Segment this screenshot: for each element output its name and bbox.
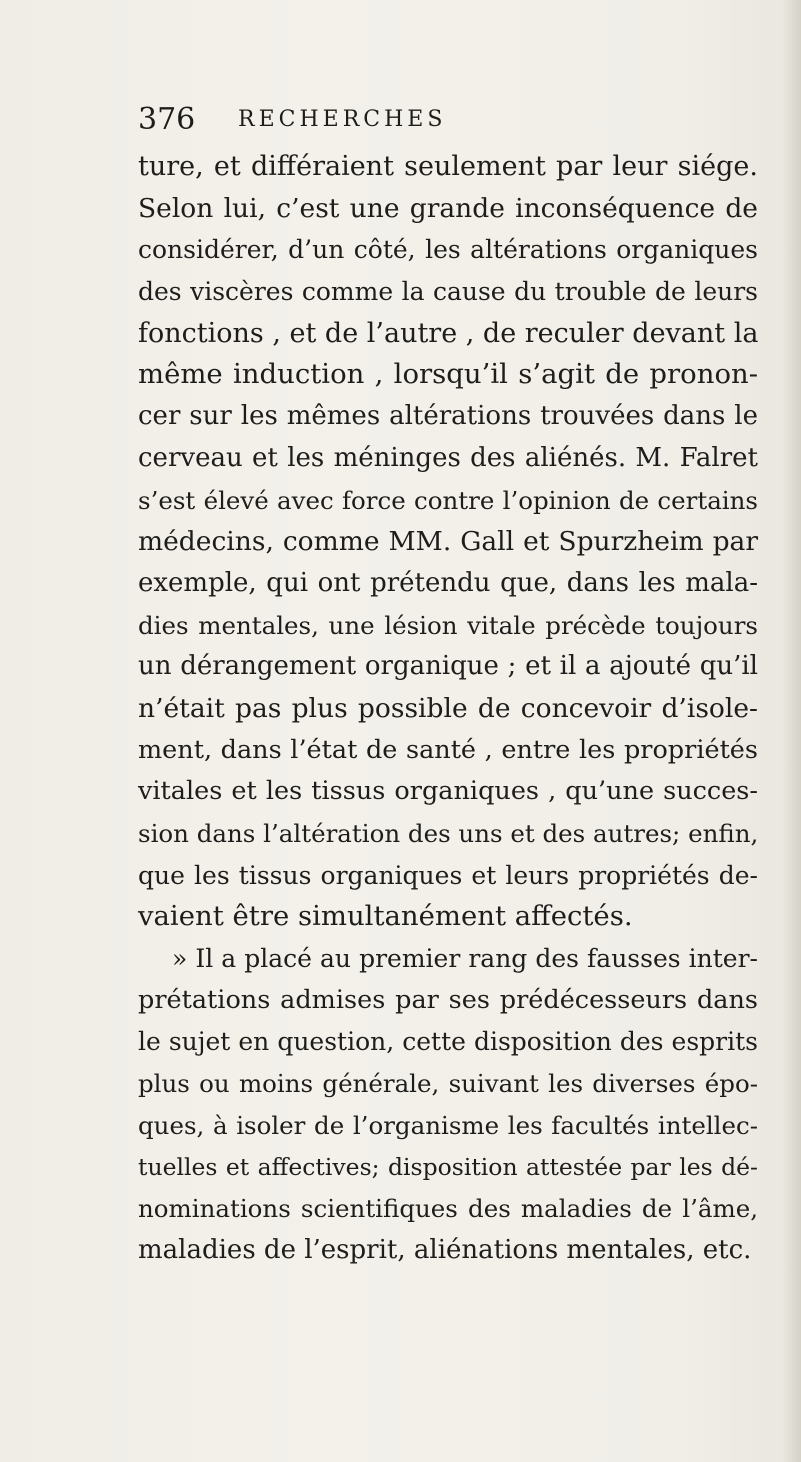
text-line: un dérangement organique ; et il a ajouté qu’il bbox=[138, 651, 758, 682]
paragraph-end-line: vaient être simultanément affectés. bbox=[138, 900, 633, 933]
page-edge-shadow bbox=[783, 0, 801, 1462]
text-line: dies mentales, une lésion vitale précède toujours bbox=[138, 610, 758, 640]
text-line: s’est élevé avec force contre l’opinion de certains bbox=[138, 485, 758, 515]
text-line: médecins, comme MM. Gall et Spurzheim par bbox=[138, 526, 758, 558]
text-line: des viscères comme la cause du trouble de leurs bbox=[138, 277, 758, 307]
page-header bbox=[138, 100, 698, 140]
text-line: même induction , lorsqu’il s’agit de pronon- bbox=[138, 358, 758, 391]
page-number: 376 bbox=[138, 102, 196, 137]
text-line: prétations admises par ses prédécesseurs dans bbox=[138, 984, 758, 1015]
text-line: sion dans l’altération des uns et des autres; enfin, bbox=[138, 819, 759, 848]
text-line: maladies de l’esprit, aliénations mentales, etc. bbox=[138, 1234, 752, 1265]
text-line: ment, dans l’état de santé , entre les propriétés bbox=[138, 734, 758, 765]
text-line: cer sur les mêmes altérations trouvées dans le bbox=[138, 401, 758, 432]
text-line: ques, à isoler de l’organisme les facultés intellec- bbox=[138, 1110, 758, 1140]
text-line: nominations scientifiques des maladies de l’âme, bbox=[138, 1194, 758, 1224]
paragraph-start-line: » Il a placé au premier rang des fausses inter- bbox=[172, 944, 758, 974]
body-text bbox=[138, 146, 758, 1272]
text-line: fonctions , et de l’autre , de reculer devant la bbox=[138, 317, 759, 349]
text-line: le sujet en question, cette disposition des esprits bbox=[138, 1027, 758, 1057]
text-line: n’était pas plus possible de concevoir d’isole- bbox=[138, 692, 758, 724]
running-head: RECHERCHES bbox=[238, 107, 447, 132]
text-line: que les tissus organiques et leurs propriétés de- bbox=[138, 860, 758, 890]
text-line: considérer, d’un côté, les altérations organiques bbox=[138, 235, 758, 265]
text-line: Selon lui, c’est une grande inconséquence de bbox=[138, 192, 758, 224]
text-line: plus ou moins générale, suivant les diverses épo- bbox=[138, 1069, 758, 1099]
text-line: vitales et les tissus organiques , qu’une succes- bbox=[138, 776, 758, 807]
text-line: exemple, qui ont prétendu que, dans les mala- bbox=[138, 567, 758, 598]
text-line: cerveau et les méninges des aliénés. M. Falret bbox=[138, 442, 758, 473]
text-line: ture, et différaient seulement par leur siége. bbox=[138, 151, 758, 182]
text-line: tuelles et affectives; disposition attestée par les dé- bbox=[138, 1152, 758, 1181]
